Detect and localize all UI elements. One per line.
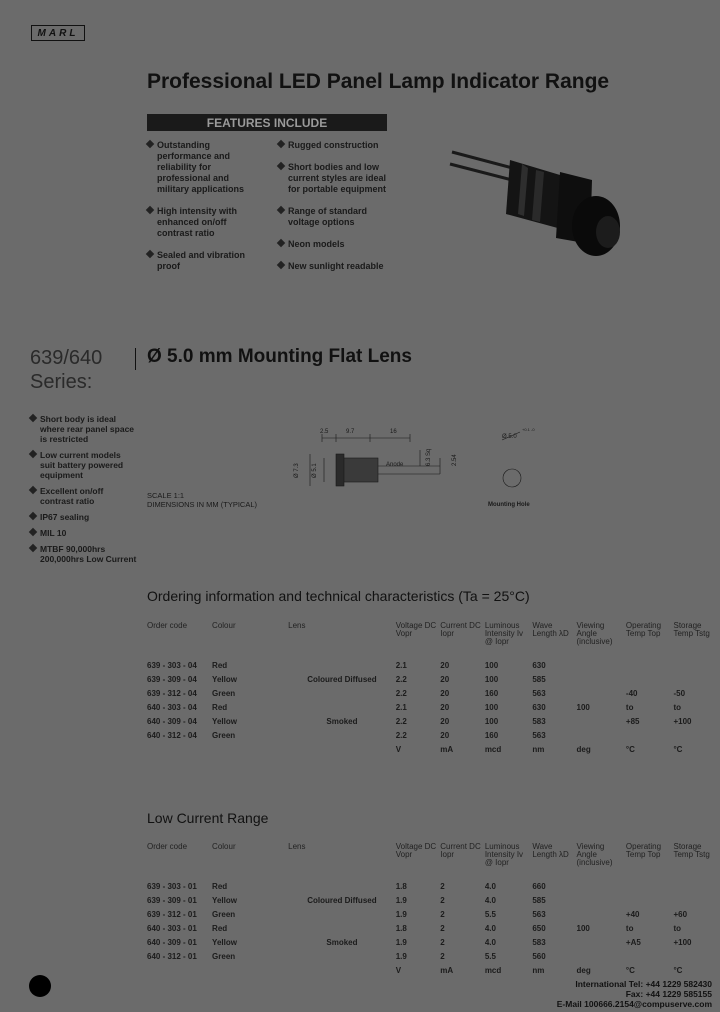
low-current-title: Low Current Range [147, 810, 269, 826]
table-cell: Coloured Diffused [307, 895, 377, 905]
table-cell [288, 879, 396, 893]
table-cell: Yellow [212, 716, 237, 726]
contact-email[interactable]: E-Mail 100666.2154@compuserve.com [556, 999, 712, 1009]
column-header: Operating Temp Top [625, 621, 662, 638]
table-cell: 563 [532, 909, 546, 919]
list-item: Range of standard voltage options [278, 206, 390, 228]
list-item: IP67 sealing [30, 512, 138, 522]
column-header: Wave Length λD [532, 842, 569, 859]
table-row [147, 879, 720, 893]
bullet-icon [277, 261, 285, 269]
table-cell [212, 742, 288, 756]
bullet-icon [277, 162, 285, 170]
table-cell: mA [440, 965, 454, 975]
table-cell: 100 [576, 702, 590, 712]
table-cell: Green [212, 909, 236, 919]
list-item: Excellent on/off contrast ratio [30, 486, 138, 506]
table-cell: 639 - 312 - 04 [147, 688, 197, 698]
bullet-icon [146, 140, 154, 148]
table-cell: Red [212, 702, 228, 712]
contact-tel: International Tel: +44 1229 582430 [575, 979, 712, 989]
table-cell [626, 728, 674, 742]
table-cell: 20 [440, 730, 450, 740]
table-cell [626, 893, 674, 907]
table-cell: 630 [532, 702, 546, 712]
table-cell: 2 [440, 895, 445, 905]
table-row [147, 949, 720, 963]
bullet-icon [277, 239, 285, 247]
table-cell: 639 - 309 - 01 [147, 895, 197, 905]
table-cell: nm [532, 744, 545, 754]
table-cell: 4.0 [484, 895, 496, 905]
column-header: Voltage DC Vopr [395, 621, 437, 638]
led-lamp-photo [440, 130, 640, 280]
table-cell: Red [212, 923, 228, 933]
table-cell [288, 658, 396, 672]
table-cell: 160 [484, 730, 499, 740]
column-header: Colour [212, 842, 236, 851]
list-item: High intensity with enhanced on/off contrast ratio [147, 206, 255, 239]
table-cell [577, 893, 626, 907]
list-item: New sunlight readable [278, 261, 390, 272]
table-row [147, 935, 720, 949]
table-cell: 660 [532, 881, 546, 891]
table-cell: 2 [440, 951, 445, 961]
table-cell: 2 [440, 923, 445, 933]
table-cell [673, 658, 720, 672]
table-cell [673, 879, 720, 893]
table-cell: +60 [673, 909, 688, 919]
table-cell: 20 [440, 688, 450, 698]
low-current-table [147, 843, 720, 977]
brand-logo: MARL [31, 25, 85, 41]
table-cell: 639 - 303 - 04 [147, 660, 197, 670]
column-header: Order code [147, 621, 188, 630]
table-cell [626, 658, 674, 672]
table-row [147, 672, 720, 686]
table-cell: 583 [532, 937, 546, 947]
table-cell: 1.8 [395, 881, 407, 891]
table-header [147, 843, 720, 879]
table-cell: 2.2 [395, 730, 407, 740]
table-cell [577, 686, 626, 700]
table-cell [673, 949, 720, 963]
table-cell: °C [625, 744, 635, 754]
table-cell: 2.2 [395, 674, 407, 684]
table-cell [577, 714, 626, 728]
table-cell: 4.0 [484, 937, 496, 947]
table-cell: 1.8 [395, 923, 407, 933]
table-cell: +85 [625, 716, 640, 726]
table-cell: Red [212, 660, 228, 670]
bullet-icon [277, 140, 285, 148]
table-cell: Yellow [212, 674, 237, 684]
technical-drawing [290, 420, 550, 520]
column-header: Wave Length λD [532, 621, 569, 638]
table-cell [673, 893, 720, 907]
table-cell: 640 - 303 - 04 [147, 702, 197, 712]
table-cell [577, 879, 626, 893]
table-cell [288, 907, 396, 921]
table-cell [288, 921, 396, 935]
column-header: Voltage DC Vopr [395, 842, 437, 859]
features-list-right [278, 140, 390, 283]
table-cell: Green [212, 688, 236, 698]
table-cell: Green [212, 951, 236, 961]
table-header [147, 622, 720, 658]
table-cell: °C [625, 965, 635, 975]
table-cell: Yellow [212, 937, 237, 947]
table-cell [577, 949, 626, 963]
column-header: Colour [212, 621, 236, 630]
table-row [147, 658, 720, 672]
table-cell: Coloured Diffused [307, 674, 377, 684]
list-item: Outstanding performance and reliability for professional and military applications [147, 140, 255, 195]
column-header: Viewing Angle (inclusive) [576, 842, 613, 867]
table-cell: 1.9 [395, 909, 407, 919]
bullet-icon [29, 528, 37, 536]
table-cell: Green [212, 730, 236, 740]
table-cell [577, 728, 626, 742]
dim-label: 16 [390, 429, 397, 435]
series-bullets [30, 414, 138, 570]
table-cell [626, 672, 674, 686]
scale-note: SCALE 1:1 DIMENSIONS IN MM (TYPICAL) [147, 491, 258, 509]
anode-label: Anode [386, 462, 404, 468]
table-row [147, 907, 720, 921]
table-cell: 100 [484, 716, 499, 726]
bullet-icon [29, 512, 37, 520]
table-cell: 20 [440, 702, 450, 712]
table-cell: 100 [484, 660, 499, 670]
table-cell: Yellow [212, 895, 237, 905]
table-cell: to [625, 923, 634, 933]
table-cell [288, 949, 396, 963]
column-header: Order code [147, 842, 188, 851]
features-heading: FEATURES INCLUDE [147, 114, 387, 131]
list-item: MTBF 90,000hrs 200,000hrs Low Current [30, 544, 138, 564]
ordering-table [147, 622, 720, 756]
table-cell: +100 [673, 716, 692, 726]
table-cell: 639 - 303 - 01 [147, 881, 197, 891]
table-cell: to [625, 702, 634, 712]
table-cell: 639 - 312 - 01 [147, 909, 197, 919]
column-header: Storage Temp Tstg [673, 842, 710, 859]
table-cell: mcd [484, 744, 502, 754]
table-cell: 630 [532, 660, 546, 670]
table-cell [288, 742, 396, 756]
table-cell: V [395, 965, 402, 975]
table-cell: 640 - 312 - 01 [147, 951, 197, 961]
table-cell [288, 686, 396, 700]
table-cell: 640 - 303 - 01 [147, 923, 197, 933]
column-header: Storage Temp Tstg [673, 621, 710, 638]
table-cell: 4.0 [484, 881, 496, 891]
bullet-icon [146, 206, 154, 214]
table-cell: 20 [440, 716, 450, 726]
table-cell: to [673, 702, 682, 712]
table-cell: 585 [532, 674, 546, 684]
table-cell [212, 963, 288, 977]
table-row [147, 686, 720, 700]
table-cell: 2.1 [395, 702, 407, 712]
table-cell [577, 907, 626, 921]
table-cell: mA [440, 744, 454, 754]
list-item: Neon models [278, 239, 390, 250]
table-cell: 583 [532, 716, 546, 726]
table-cell [288, 700, 396, 714]
list-item: MIL 10 [30, 528, 138, 538]
column-header: Lens [288, 842, 306, 851]
table-row [147, 742, 720, 756]
table-cell: 585 [532, 895, 546, 905]
list-item: Rugged construction [278, 140, 390, 151]
table-cell: +40 [625, 909, 640, 919]
table-cell: Red [212, 881, 228, 891]
table-cell: 563 [532, 688, 546, 698]
table-cell: Smoked [326, 716, 358, 726]
table-cell: +100 [673, 937, 692, 947]
dim-label: Ø 7.3 [294, 463, 300, 478]
table-cell: V [395, 744, 402, 754]
table-cell: deg [576, 744, 591, 754]
table-cell [673, 728, 720, 742]
table-cell: 1.9 [395, 951, 407, 961]
bullet-icon [29, 450, 37, 458]
table-cell: deg [576, 965, 591, 975]
table-cell: 20 [440, 660, 450, 670]
table-cell: 640 - 312 - 04 [147, 730, 197, 740]
table-cell [673, 672, 720, 686]
table-cell: 563 [532, 730, 546, 740]
column-header: Operating Temp Top [625, 842, 662, 859]
table-cell: mcd [484, 965, 502, 975]
series-number: 639/640 Series: [30, 347, 103, 393]
column-header: Luminous Intensity Iv @ Iopr [484, 842, 524, 867]
table-cell: +A5 [625, 937, 641, 947]
bullet-icon [29, 544, 37, 552]
table-cell [288, 728, 396, 742]
table-cell: 100 [576, 923, 590, 933]
bullet-icon [29, 414, 37, 422]
table-cell: 5.5 [484, 909, 496, 919]
table-row [147, 893, 720, 907]
series-subtitle: Ø 5.0 mm Mounting Flat Lens [147, 346, 412, 367]
dim-label: 6.3 Sq [426, 448, 432, 466]
table-cell [626, 879, 674, 893]
table-cell: -50 [673, 688, 686, 698]
table-cell [147, 742, 212, 756]
table-cell: °C [673, 744, 683, 754]
list-item: Short bodies and low current styles are ideal for portable equipment [278, 162, 390, 195]
table-cell [288, 963, 396, 977]
contact-fax: Fax: +44 1229 585155 [625, 989, 712, 999]
divider [135, 348, 136, 370]
list-item: Low current models suit battery powered equipment [30, 450, 138, 480]
features-list-left [147, 140, 255, 283]
table-cell: 20 [440, 674, 450, 684]
table-cell: 1.9 [395, 895, 407, 905]
table-cell: 1.9 [395, 937, 407, 947]
table-row [147, 700, 720, 714]
bullet-icon [29, 486, 37, 494]
table-cell: 2 [440, 881, 445, 891]
column-header: Lens [288, 621, 306, 630]
table-cell: 650 [532, 923, 546, 933]
bullet-icon [146, 250, 154, 258]
list-item: Sealed and vibration proof [147, 250, 255, 272]
dim-label: 2.54 [452, 454, 458, 466]
dim-label: 2.5 [320, 429, 329, 435]
table-cell [577, 658, 626, 672]
column-header: Current DC Iopr [440, 621, 481, 638]
table-cell: 560 [532, 951, 546, 961]
table-cell: 4.0 [484, 923, 496, 933]
table-row [147, 963, 720, 977]
table-cell: 640 - 309 - 04 [147, 716, 197, 726]
table-cell: 2.1 [395, 660, 407, 670]
table-cell: 639 - 309 - 04 [147, 674, 197, 684]
table-cell: 100 [484, 674, 499, 684]
hole-dim-label: Ø 5.0 [502, 434, 517, 440]
contact-block [557, 979, 712, 1009]
table-cell: °C [673, 965, 683, 975]
page-marker-dot [29, 975, 51, 997]
table-cell [577, 672, 626, 686]
table-cell: 5.5 [484, 951, 496, 961]
column-header: Luminous Intensity Iv @ Iopr [484, 621, 524, 646]
table-cell: 2.2 [395, 688, 407, 698]
mounting-hole-label: Mounting Hole [488, 502, 530, 508]
table-cell: to [673, 923, 682, 933]
hole-tolerance-label: +0.1 -0 [522, 427, 535, 432]
table-cell: 160 [484, 688, 499, 698]
table-cell [147, 963, 212, 977]
table-cell: nm [532, 965, 545, 975]
column-header: Current DC Iopr [440, 842, 481, 859]
table-cell [577, 935, 626, 949]
table-row [147, 728, 720, 742]
dim-label: 9.7 [346, 429, 355, 435]
table-cell: Smoked [326, 937, 358, 947]
column-header: Viewing Angle (inclusive) [576, 621, 613, 646]
table-cell [626, 949, 674, 963]
list-item: Short body is ideal where rear panel space is restricted [30, 414, 138, 444]
table-cell: -40 [625, 688, 638, 698]
bullet-icon [277, 206, 285, 214]
page-title: Professional LED Panel Lamp Indicator Range [147, 70, 610, 93]
dim-label: Ø 5.1 [312, 463, 318, 478]
ordering-title: Ordering information and technical characteristics (Ta = 25°C) [147, 588, 530, 604]
table-cell: 640 - 309 - 01 [147, 937, 197, 947]
table-row [147, 714, 720, 728]
table-row [147, 921, 720, 935]
table-cell: 100 [484, 702, 499, 712]
table-cell: 2 [440, 937, 445, 947]
table-cell: 2.2 [395, 716, 407, 726]
table-cell: 2 [440, 909, 445, 919]
